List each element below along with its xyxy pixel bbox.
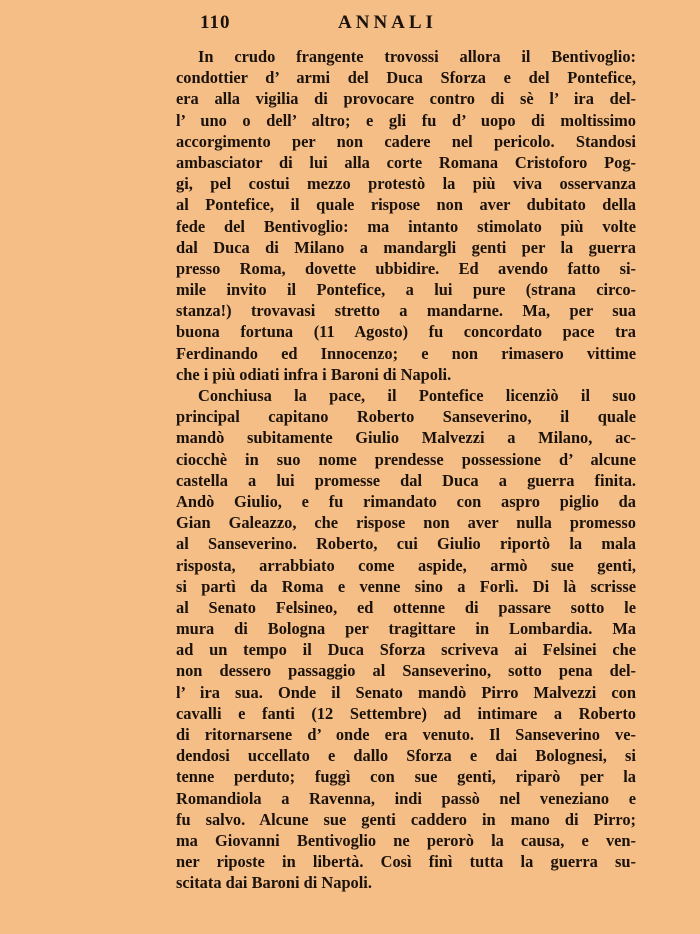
- text-line: ad un tempo il Duca Sforza scriveva ai Felsinei che: [176, 640, 636, 660]
- text-line: condottier d’ armi del Duca Sforza e del Pontefice,: [176, 68, 636, 88]
- text-line: di ritornarsene d’ onde era venuto. Il Sanseverino ve-: [176, 725, 636, 744]
- text-line: si partì da Roma e venne sino a Forlì. Di là scrisse: [176, 576, 636, 596]
- text-line: era alla vigilia di provocare contro di sè l’ ira del-: [176, 89, 636, 109]
- text-line: mandò subitamente Giulio Malvezzi a Milano, ac-: [176, 428, 636, 448]
- text-line: cavalli e fanti (12 Settembre) ad intimare a Roberto: [176, 703, 636, 723]
- text-line: scitata dai Baroni di Napoli.: [176, 873, 372, 893]
- text-line: ambasciator di lui alla corte Romana Cristoforo Pog-: [176, 152, 636, 172]
- text-line: In crudo frangente trovossi allora il Bentivoglio:: [198, 47, 636, 66]
- text-line: al Senato Felsineo, ed ottenne di passare sotto le: [176, 597, 636, 617]
- text-line: Gian Galeazzo, che rispose non aver nulla promesso: [176, 513, 636, 533]
- text-line: dendosi uccellato e dallo Sforza e dai Bolognesi, si: [176, 746, 636, 766]
- body-text: [176, 46, 636, 894]
- text-line: che i più odiati infra i Baroni di Napoli.: [176, 364, 452, 384]
- text-line: tenne perduto; fuggì con sue genti, riparò per la: [176, 767, 636, 787]
- text-line: mura di Bologna per tragittare in Lombardia. Ma: [176, 619, 636, 639]
- page-number: 110: [200, 12, 231, 33]
- text-line: fede del Bentivoglio: ma intanto stimolato più volte: [176, 216, 636, 236]
- text-line: Conchiusa la pace, il Pontefice licenziò il suo: [198, 386, 636, 405]
- text-line: dal Duca di Milano a mandargli genti per la guerra: [176, 237, 636, 257]
- text-line: al Pontefice, il quale rispose non aver dubitato della: [176, 195, 636, 215]
- text-line: ciocchè in suo nome prendesse possessione d’ alcune: [176, 449, 636, 469]
- text-line: buona fortuna (11 Agosto) fu concordato pace tra: [176, 322, 636, 342]
- text-line: accorgimento per non cadere nel pericolo. Standosi: [176, 131, 636, 151]
- text-line: fu salvo. Alcune sue genti caddero in mano di Pirro;: [176, 809, 636, 829]
- text-line: principal capitano Roberto Sanseverino, il quale: [176, 407, 636, 427]
- text-line: castella a lui promesse dal Duca a guerra finita.: [176, 470, 636, 490]
- text-line: al Sanseverino. Roberto, cui Giulio riportò la mala: [176, 534, 636, 554]
- text-line: non dessero passaggio al Sanseverino, sotto pena del-: [176, 661, 636, 681]
- text-line: Andò Giulio, e fu rimandato con aspro piglio da: [176, 491, 636, 511]
- text-line: ma Giovanni Bentivoglio ne perorò la causa, e ven-: [176, 830, 636, 850]
- running-head: [200, 12, 500, 36]
- text-line: gi, pel costui mezzo protestò la più viva osservanza: [176, 174, 636, 194]
- text-line: l’ ira sua. Onde il Senato mandò Pirro Malvezzi con: [176, 682, 636, 702]
- text-line: presso Roma, dovette ubbidire. Ed avendo fatto si-: [176, 258, 636, 278]
- text-line: mile invito il Pontefice, a lui pure (strana circo-: [176, 280, 636, 300]
- text-line: stanza!) trovavasi stretto a mandarne. Ma, per sua: [176, 301, 636, 321]
- text-line: Romandiola a Ravenna, indi passò nel veneziano e: [176, 788, 636, 808]
- text-line: Ferdinando ed Innocenzo; e non rimasero vittime: [176, 343, 636, 363]
- text-line: ner riposte in libertà. Così finì tutta la guerra su-: [176, 852, 636, 872]
- running-title: ANNALI: [338, 12, 437, 33]
- text-line: risposta, arrabbiato come aspide, armò sue genti,: [176, 555, 636, 575]
- text-line: l’ uno o dell’ altro; e gli fu d’ uopo di moltissimo: [176, 110, 636, 130]
